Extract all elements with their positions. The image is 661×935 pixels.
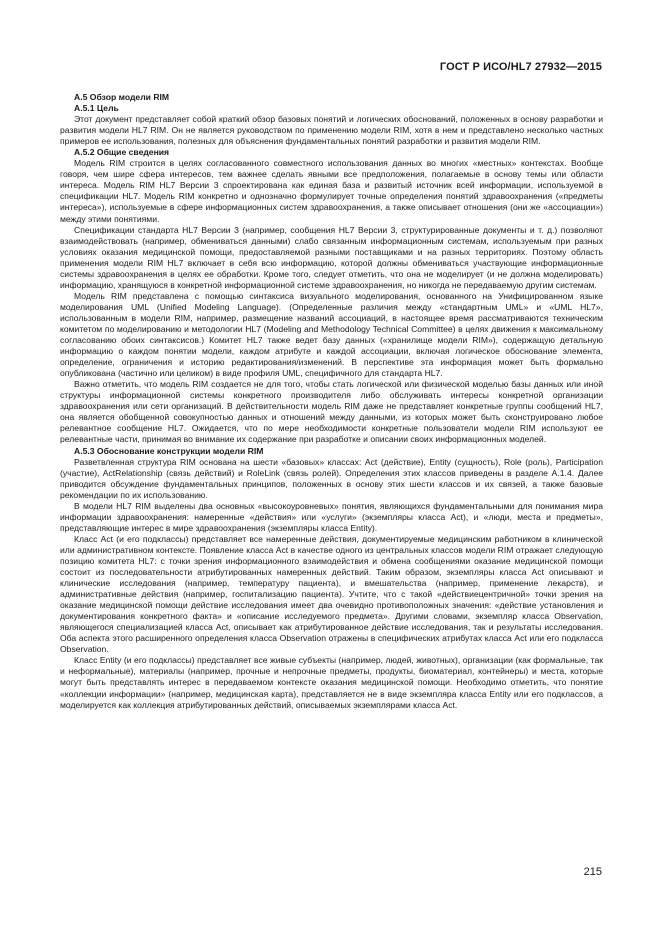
section-heading-a52: А.5.2 Общие сведения [74, 147, 170, 158]
page-number: 215 [583, 866, 602, 878]
paragraph: Важно отметить, что модель RIM создается не для того, чтобы стать логической или физической моделью базы данных или иной структуры информационной системы конкретного производителя либо обслуживать интересы конкретной организации здравоохранения или сети организаций. В действительности модель RIM даже не представляет конкретные группы сообщений HL7, она является обобщенной совокупностью данных и отношений между данными, из которых может быть сконструировано любое релевантное сообщение HL7. Ожидается, что по мере необходимости конкретные пользователи модели RIM используют ее релевантные части, принимая во внимание их содержание при разработке и описании своих информационных моделей. [60, 379, 603, 445]
paragraph: Модель RIM представлена с помощью синтаксиса визуального моделирования, основанного на Унифицированном языке моделирования UML (Unified Modeling Language). (Определенные различия между «стандартным UML» и «UML HL7», использованным в модели RIM, например, размещение названий ассоциаций, в настоящее время рассматриваются техническим комитетом по моделированию и методологии HL7 (Modeling and Methodology Technical Committee) в целях движения к максимальному согласованию обоих синтаксисов.) Комитет HL7 также ведет базу данных («хранилище модели RIM»), содержащую детальную информацию о каждом понятии модели, каждом атрибуте и каждой ассоциации, включая логическое обоснование элемента, определение, ограничения и историю редактирования/изменений. В перспективе эта информация может быть формально опубликована (частично или целиком) в виде профиля UML, специфичного для стандарта HL7. [60, 290, 603, 379]
paragraph: Спецификации стандарта HL7 Версии 3 (например, сообщения HL7 Версии 3, структурированные документы и т. д.) позволяют взаимодействовать (например, обмениваться данными) слабо связанным информационным системам, используемым при разных условиях оказания медицинской помощи, предоставляемой разными поставщиками и на разных территориях. Поэтому область применения модели RIM HL7 включает в себя всю информацию, которой должны обмениваться участвующие информационные системы здравоохранения в целях ее обработки. Кроме того, следует отметить, что она не моделирует (и не должна моделировать) информацию, хранящуюся в конкретной информационной системе здравоохранения, но никогда не передаваемую другим системам. [60, 224, 603, 290]
paragraph: Класс Act (и его подклассы) представляет все намеренные действия, документируемые медицинским работником в клинической или административном контексте. Появление класса Act в качестве одного из центральных классов модели RIM отражает следующую позицию комитета HL7: с точки зрения информационного взаимодействия и обмена сообщениями оказание медицинской помощи состоит из последовательности атрибутированных намеренных действий. Таким образом, экземпляры класса Act описывают и клинические исследования (например, температуру пациента), и вмешательства (например, применение лекарств), и административные действия (например, госпитализацию пациента). Учтите, что с такой «действиецентричной» точки зрения на оказание медицинской помощи действие исследования имеет два очевидно противоположных значения: «действие установления и документирования конкретного факта» и «описание исследуемого предмета». Другими словами, экземпляр класса Observation, являющегося специализацией класса Act, описывает как атрибутированное действие исследования, так и результаты исследования. Оба аспекта этого расширенного определения класса Observation отражены в специфических атрибутах класса Act или его подкласса Observation. [60, 533, 603, 655]
paragraph: В модели HL7 RIM выделены два основных «высокоуровневых» понятия, являющихся фундаментальными для понимания мира информации здравоохранения: намеренные «действия» или «услуги» (экземпляры класса Act), и «люди, места и предметы», представляющие интерес в мире здравоохранения (экземпляры класса Entity). [60, 500, 603, 533]
standard-header: ГОСТ Р ИСО/HL7 27932—2015 [439, 61, 602, 73]
paragraph: Этот документ представляет собой краткий обзор базовых понятий и логических обоснований, положенных в основу разработки и развития модели HL7 RIM. Он не является руководством по применению модели RIM, хотя в нем и представлено несколько частных примеров ее использования, полезных для объяснения фундаментальных понятий разработки и развития модели RIM. [60, 114, 603, 147]
paragraph: Модель RIM строится в целях согласованного совместного использования данных во многих «местных» контекстах. Вообще говоря, чем шире сфера интересов, тем важнее сделать явными все предположения, полагаемые в основу темы или области интереса. Модель RIM HL7 Версии 3 спроектирована как единая база и развитый источник всей информации, используемой в спецификации HL7. Модель RIM конкретно и однозначно формулирует точные определения понятий здравоохранения («предметы интереса»), используемые в сфере информационных систем здравоохранения, а также описывает отношения (они же «ассоциации») между этими понятиями. [60, 158, 603, 224]
paragraph: Разветвленная структура RIM основана на шести «базовых» классах: Act (действие), Entity (сущность), Role (роль), Participation (участие), ActRelationship (связь действий) и RoleLink (связь ролей). Определения этих классов приведены в разделе А.1.4. Далее приводится обсуждение фундаментальных принципов, положенных в основу этих шести классов и их связей, а также базовые рекомендации по их использованию. [60, 456, 603, 500]
section-heading-a5: А.5 Обзор модели RIM [74, 92, 170, 102]
paragraph: Класс Entity (и его подклассы) представляет все живые субъекты (например, людей, животных), организации (как формальные, так и неформальные), материалы (например, прочные и непрочные предметы, продукты, биоматериал, контейнеры) и места, которые могут быть представлять интерес в передаваемом контексте оказания медицинской помощи. Необходимо отметить, что понятие «коллекции информации» (например, медицинская карта), представляется не в виде экземпляра класса Entity или его подклассов, а моделируется как коллекция атрибутированных действий, описываемых экземплярами класса Act. [60, 655, 603, 710]
section-heading-a51: А.5.1 Цель [74, 103, 119, 114]
document-body [60, 92, 603, 711]
section-heading-a53: А.5.3 Обоснование конструкции модели RIM [74, 445, 264, 456]
